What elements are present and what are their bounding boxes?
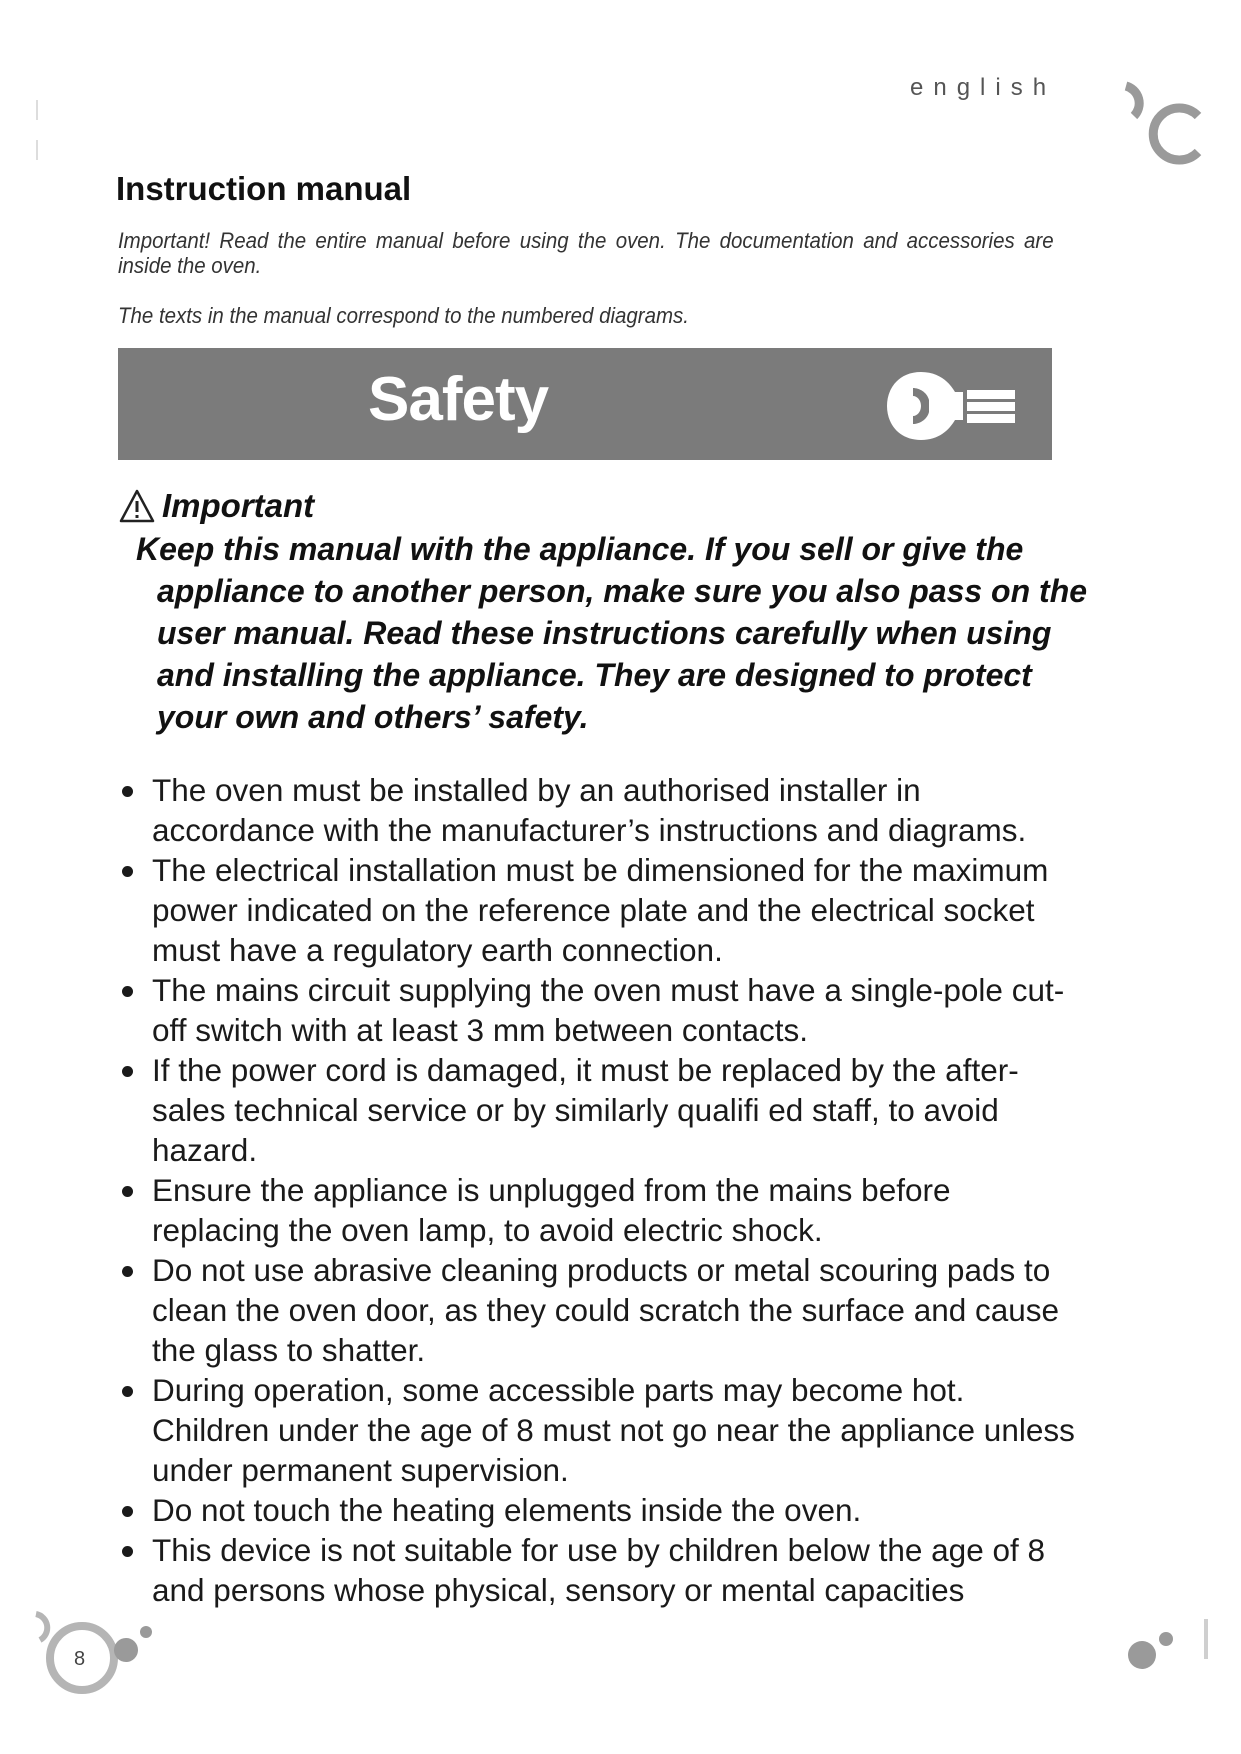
list-item: [118, 1250, 1078, 1370]
list-item: [118, 770, 1078, 850]
bullet-icon: [122, 1546, 133, 1557]
bullet-icon: [122, 1186, 133, 1197]
list-item: [118, 1370, 1078, 1490]
list-item-text: The oven must be installed by an authorised installer in accordance with the manufacturer’s instructions and diagrams.: [152, 772, 1027, 848]
list-item: [118, 1170, 1078, 1250]
intro-paragraph: Important! Read the entire manual before using the oven. The documentation and accessories are inside the oven.: [118, 228, 1054, 278]
decorative-circles-icon: [1120, 78, 1220, 178]
bullet-icon: [122, 1386, 133, 1397]
bullet-icon: [122, 866, 133, 877]
safety-list: [118, 770, 1078, 1610]
bullet-icon: [122, 986, 133, 997]
wrench-icon: [883, 366, 1023, 446]
list-item-text: Do not touch the heating elements inside the oven.: [152, 1492, 862, 1528]
bullet-icon: [122, 1506, 133, 1517]
list-item-text: The electrical installation must be dimensioned for the maximum power indicated on the reference plate and the electrical socket must have a regulatory earth connection.: [152, 852, 1049, 968]
list-item-text: Do not use abrasive cleaning products or metal scouring pads to clean the oven door, as they could scratch the surface and cause the glass to shatter.: [152, 1252, 1060, 1368]
warning-triangle-icon: [118, 488, 156, 524]
intro-paragraph: The texts in the manual correspond to the numbered diagrams.: [118, 303, 689, 328]
list-item: [118, 1050, 1078, 1170]
important-text: Keep this manual with the appliance. If you sell or give the appliance to another person, make sure you also pass on the user manual. Read these instructions carefully when using and installing the appliance. They are designed to protect your own and others’ safety.: [136, 531, 1088, 735]
list-item-text: During operation, some accessible parts may become hot. Children under the age of 8 must not go near the appliance unless under permanent supervision.: [152, 1372, 1075, 1488]
edge-mark: [36, 100, 38, 120]
edge-mark: [36, 140, 38, 160]
bullet-icon: [122, 1066, 133, 1077]
decorative-circles-icon: [30, 1600, 160, 1710]
list-item-text: The mains circuit supplying the oven must have a single-pole cut-off switch with at least 3 mm between contacts.: [152, 972, 1065, 1048]
list-item: [118, 850, 1078, 970]
list-item: [118, 1490, 1078, 1530]
bullet-icon: [122, 786, 133, 797]
page-number: 8: [74, 1648, 86, 1670]
banner-title: Safety: [368, 365, 549, 434]
important-heading: [118, 487, 314, 525]
important-label: Important: [162, 487, 315, 524]
list-item: [118, 970, 1078, 1050]
decorative-dots-icon: [1120, 1605, 1230, 1675]
page-title: Instruction manual: [116, 170, 412, 207]
list-item-text: If the power cord is damaged, it must be replaced by the after-sales technical service or by similarly qualifi ed staff, to avoid hazard.: [152, 1052, 1019, 1168]
list-item: [118, 1530, 1078, 1610]
list-item-text: This device is not suitable for use by children below the age of 8 and persons whose physical, sensory or mental capacities: [152, 1532, 1046, 1608]
safety-banner: [118, 348, 1052, 460]
bullet-icon: [122, 1266, 133, 1277]
language-label: english: [910, 74, 1057, 101]
list-item-text: Ensure the appliance is unplugged from the mains before replacing the oven lamp, to avoid electric shock.: [152, 1172, 951, 1248]
